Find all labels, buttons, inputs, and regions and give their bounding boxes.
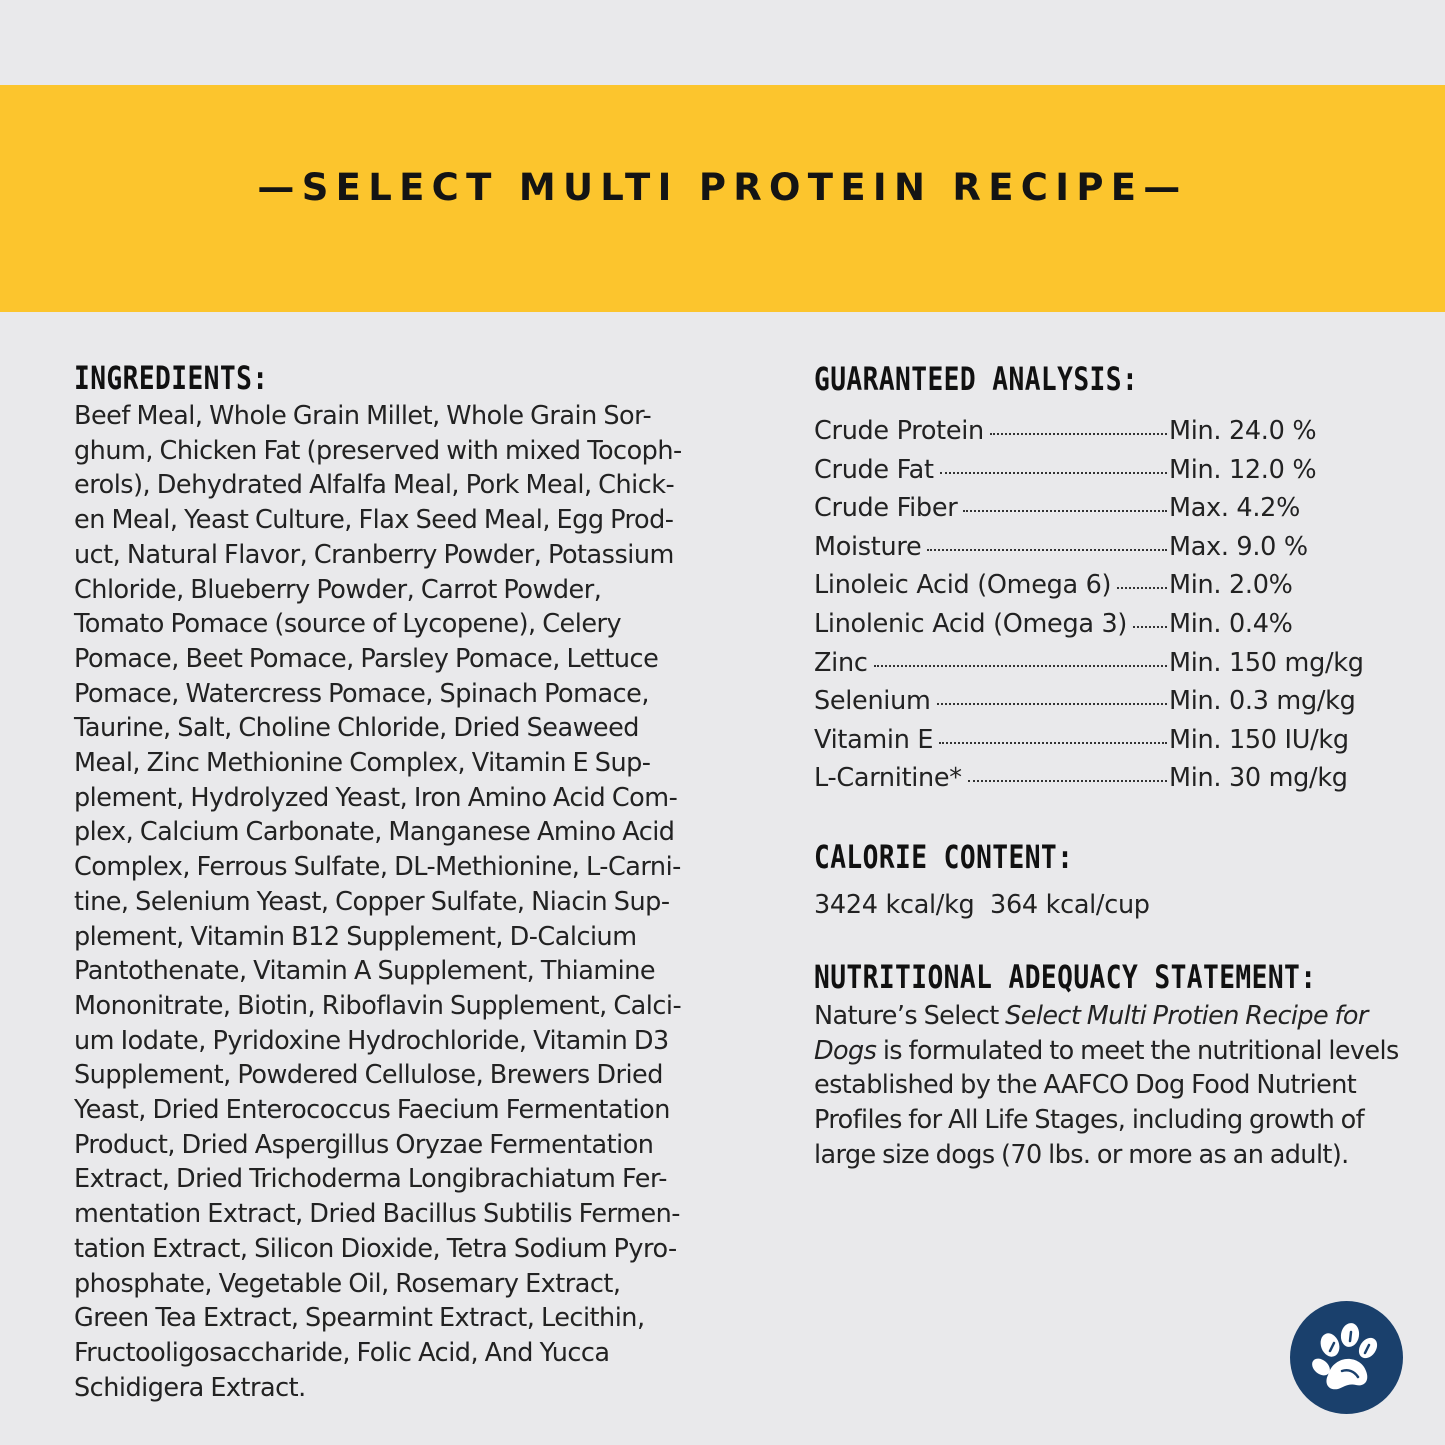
analysis-value: Min. 12.0 % [1169,454,1317,485]
paw-icon [1290,1301,1403,1414]
adequacy-product-name: Select Multi Protien Recipe for Dogs [814,1000,1368,1066]
dot-leader [874,665,1167,667]
title-banner [0,85,1445,312]
analysis-label: Moisture [814,531,922,562]
dot-leader [1133,626,1167,628]
analysis-row [814,528,1414,567]
adequacy-statement [814,999,1414,1173]
dot-leader [1117,587,1167,589]
calorie-section [814,838,1414,920]
analysis-table [814,412,1414,798]
ingredients-heading: INGREDIENTS: [74,359,269,397]
analysis-label: Selenium [814,686,931,717]
analysis-label: Zinc [814,647,868,678]
analysis-value: Min. 0.4% [1169,608,1293,639]
analysis-row [814,682,1414,721]
analysis-row [814,451,1414,490]
adequacy-section [814,958,1414,1173]
nutrition-section [814,360,1414,1172]
calorie-heading: CALORIE CONTENT: [814,837,1074,876]
guaranteed-analysis-heading: GUARANTEED ANALYSIS: [814,360,1139,398]
adequacy-heading: NUTRITIONAL ADEQUACY STATEMENT: [814,957,1317,996]
adequacy-text-suffix: is formulated to meet the nutritional levels established by the AAFCO Dog Food Nutrient Profiles for All Life Stages, including growth of large size dogs (70 lbs. or more as an adult). [814,1035,1399,1170]
ingredients-list: Beef Meal, Whole Grain Millet, Whole Grain Sor- ghum, Chicken Fat (preserved with mixed Tocoph- erols), Dehydrated Alfalfa Meal, Pork Meal, Chick- en Meal, Yeast Culture, Flax Seed Meal, Egg Prod- uct, Natural Flavor, Cranberry Powder, Potassium Chloride, Blueberry Powder, Carrot Powder, Tomato Pomace (source of Lycopene), Celery Pomace, Beet Pomace, Parsley Pomace, Lettuce Pomace, Watercress Pomace, Spinach Pomace, Taurine, Salt, Choline Chloride, Dried Seaweed Meal, Zinc Methionine Complex, Vitamin E Sup- plement, Hydrolyzed Yeast, Iron Amino Acid Com- plex, Calcium Carbonate, Manganese Amino Acid Complex, Ferrous Sulfate, DL-Methionine, L-Carni- tine, Selenium Yeast, Copper Sulfate, Niacin Sup- plement, Vitamin B12 Supplement, D-Calcium Pantothenate, Vitamin A Supplement, Thiamine Mononitrate, Biotin, Riboflavin Supplement, Calci- um Iodate, Pyridoxine Hydrochloride, Vitamin D3 Supplement, Powdered Cellulose, Brewers Dried Yeast, Dried Enterococcus Faecium Fermentation Product, Dried Aspergillus Oryzae Fermentation Extract, Dried Trichoderma Longibrachiatum Fer- mentation Extract, Dried Bacillus Subtilis Fermen- tation Extract, Silicon Dioxide, Tetra Sodium Pyro- phosphate, Vegetable Oil, Rosemary Extract, Green Tea Extract, Spearmint Extract, Lecithin, Fructooligosaccharide, Folic Acid, And Yucca Schidigera Extract. [74,401,682,1403]
analysis-row [814,721,1414,760]
analysis-value: Min. 150 mg/kg [1169,647,1364,678]
analysis-label: L-Carnitine* [814,763,962,794]
analysis-label: Vitamin E [814,724,934,755]
analysis-value: Min. 0.3 mg/kg [1169,686,1356,717]
analysis-value: Min. 150 IU/kg [1169,724,1349,755]
analysis-value: Min. 30 mg/kg [1169,763,1348,794]
calorie-value: 3424 kcal/kg 364 kcal/cup [814,889,1150,920]
dot-leader [937,703,1168,705]
ingredients-section [74,360,774,1405]
analysis-label: Crude Protein [814,416,984,446]
analysis-value: Min. 2.0% [1169,570,1293,601]
analysis-row [814,605,1414,644]
analysis-row [814,759,1414,798]
analysis-label: Linolenic Acid (Omega 3) [814,608,1128,639]
analysis-row [814,412,1414,451]
dot-leader [968,780,1167,782]
dot-leader [940,472,1167,474]
analysis-value: Max. 9.0 % [1169,531,1308,562]
adequacy-text-prefix: Nature’s Select [814,1000,1006,1031]
analysis-value: Min. 24.0 % [1169,416,1317,446]
analysis-row [814,489,1414,528]
analysis-label: Crude Fat [814,454,934,485]
dot-leader [939,742,1167,744]
dot-leader [990,433,1167,435]
analysis-row [814,566,1414,605]
analysis-label: Crude Fiber [814,493,958,524]
paw-badge [1290,1301,1403,1414]
dot-leader [963,510,1167,512]
page-title: —SELECT MULTI PROTEIN RECIPE— [257,166,1188,209]
analysis-value: Max. 4.2% [1169,493,1301,524]
analysis-label: Linoleic Acid (Omega 6) [814,570,1112,601]
dot-leader [927,549,1167,551]
analysis-row [814,644,1414,683]
